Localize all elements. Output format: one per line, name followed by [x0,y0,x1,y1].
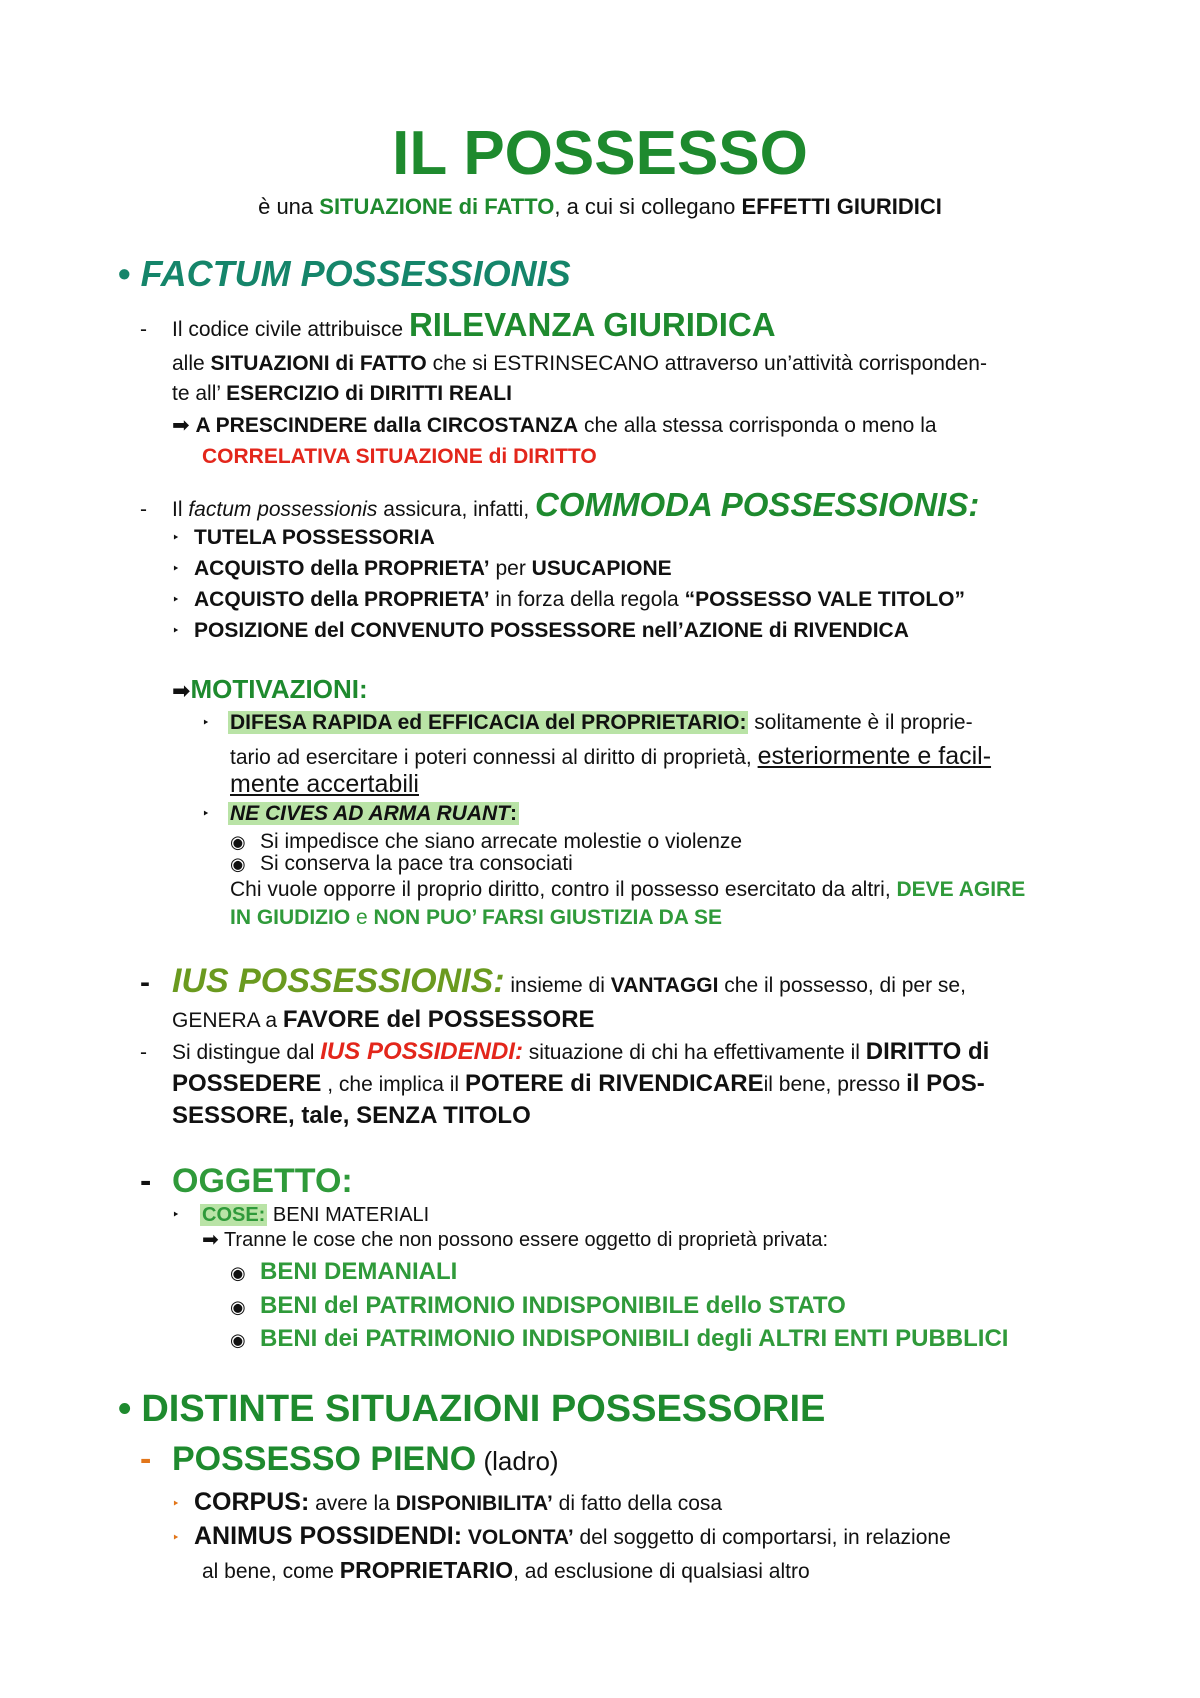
heading-text: IUS POSSESSIONIS: [172,962,505,1000]
section-ius [140,962,966,1001]
key-term: USUCAPIONE [531,557,672,580]
key-term: ACQUISTO della PROPRIETA’ [194,588,490,611]
highlighted-term: NE CIVES AD ARMA RUANT [230,802,511,825]
target-bullet-icon: ◉ [230,854,246,874]
list-item [230,1325,1008,1353]
key-term: CORRELATIVA SITUAZIONE di DIRITTO [202,445,597,468]
list-item [202,711,973,735]
text: che alla stessa corrisponda o meno la [578,414,937,437]
key-term: ANIMUS POSSIDENDI: [194,1522,463,1550]
text: di fatto della cosa [552,1492,723,1515]
underlined-term: mente accertabili [230,770,419,798]
highlighted-term: DIFESA RAPIDA ed EFFICACIA del PROPRIETARIO: [230,711,747,734]
list-item [230,1258,457,1286]
key-term: PROPRIETARIO [339,1557,514,1583]
text: , ad esclusione di qualsiasi altro [513,1560,810,1583]
key-term: BENI DEMANIALI [260,1258,458,1285]
key-term: BENI dei PATRIMONIO INDISPONIBILI degli ALTRI ENTI PUBBLICI [260,1325,1009,1352]
text: solitamente è il proprie- [748,711,973,734]
para-line [230,906,722,930]
list-item [202,802,519,826]
text: Il codice civile attribuisce [172,318,409,341]
underlined-term: esteriormente e facil- [757,742,992,770]
list-item [172,1522,951,1551]
dash-icon: - [140,498,147,521]
key-term: A PRESCINDERE dalla CIRCOSTANZA [195,414,579,437]
triangle-bullet-icon: ‣ [172,561,180,576]
key-term: IN GIUDIZIO [230,906,351,929]
para-line [230,878,1025,902]
arrow-icon: ➡ [172,414,190,437]
target-bullet-icon: ◉ [230,1297,246,1317]
key-term: VANTAGGI [610,974,719,997]
list-item [172,526,435,550]
highlighted-term: COSE: [202,1204,266,1226]
key-term: SITUAZIONI di FATTO [210,352,427,375]
text: alle [172,352,211,375]
text-italic: factum possessionis [188,498,378,521]
text: insieme di [504,974,611,997]
triangle-bullet-icon: ‣ [172,1207,180,1222]
dash-icon: - [140,1041,147,1064]
para-line [172,382,512,406]
list-item [172,1204,429,1227]
list-item [230,1292,846,1320]
heading-text: DISTINTE SITUAZIONI POSSESSORIE [141,1388,826,1430]
colon: : [510,802,518,825]
text: situazione di chi ha effettivamente il [522,1041,866,1064]
subtitle-key: EFFETTI GIURIDICI [741,194,942,219]
triangle-bullet-icon: ‣ [172,1496,180,1511]
text: (ladro) [476,1446,559,1476]
bullet-icon: • [118,253,131,294]
key-term: ESERCIZIO di DIRITTI REALI [226,382,512,405]
key-term: POSIZIONE del CONVENUTO POSSESSORE nell’AZIONE di RIVENDICA [194,619,909,642]
key-term: CORPUS: [194,1488,310,1516]
page-title: IL POSSESSO [392,119,808,188]
text: che il possesso, di per se, [718,974,966,997]
text: Si impedisce che siano arrecate molestie o violenze [260,830,743,853]
key-term: DIRITTO di [865,1038,990,1065]
para-line [172,1006,595,1034]
text: al bene, come [202,1560,340,1583]
text: te all’ [172,382,227,405]
subsection-possesso-pieno [140,1440,559,1479]
key-term: IUS POSSIDENDI: [320,1038,523,1065]
text: per [489,557,532,580]
text: BENI MATERIALI [267,1204,430,1226]
triangle-bullet-icon: ‣ [172,1530,180,1545]
target-bullet-icon: ◉ [230,832,246,852]
para-line [172,414,937,438]
key-term: FAVORE del POSSESSORE [282,1006,595,1033]
para-line [230,742,991,771]
dash-icon: - [140,966,150,999]
text: GENERA a [172,1009,283,1032]
text: Si distingue dal [172,1041,321,1064]
para-line [140,486,979,524]
text: Chi vuole opporre il proprio diritto, contro il possesso esercitato da altri, [230,878,897,901]
section-heading-factum [118,253,571,294]
text: e [350,906,374,929]
bullet-icon: • [118,1388,132,1430]
key-term: NON PUO’ FARSI GIUSTIZIA DA SE [373,906,723,929]
key-term: BENI del PATRIMONIO INDISPONIBILE dello STATO [260,1292,846,1319]
triangle-bullet-icon: ‣ [202,715,210,730]
heading-text: POSSESSO PIENO [172,1440,477,1478]
sub-item [230,852,573,876]
dash-icon: - [140,1440,152,1478]
triangle-bullet-icon: ‣ [202,806,210,821]
subtitle-text: , a cui si collegano [554,194,742,219]
sub-item [230,830,742,854]
arrow-icon: ➡ [202,1229,219,1251]
subtitle-key: SITUAZIONE di FATTO [319,194,555,219]
heading-text: OGGETTO: [172,1162,353,1200]
text: assicura, infatti, [377,498,535,521]
key-term: COMMODA POSSESSIONIS: [535,486,980,523]
section-oggetto [140,1162,353,1201]
text: in forza della regola [489,588,685,611]
dash-icon: - [140,1162,152,1200]
key-term: TUTELA POSSESSORIA [194,526,435,549]
key-term: ACQUISTO della PROPRIETA’ [194,557,490,580]
text: Il [172,498,189,521]
triangle-bullet-icon: ‣ [172,592,180,607]
section-heading-distinte [118,1388,825,1432]
subtitle-text: è una [258,194,320,219]
text: avere la [309,1492,396,1515]
key-term: il POS- [906,1070,985,1097]
list-item [172,588,965,612]
key-term: DISPONIBILITA’ [395,1492,553,1515]
arrow-icon: ➡ [172,678,191,703]
list-item [172,619,909,643]
triangle-bullet-icon: ‣ [172,623,180,638]
para-line [172,352,987,376]
list-item [172,557,672,581]
dash-icon: - [140,318,147,341]
text: Si conserva la pace tra consociati [260,852,573,875]
para-line [202,1229,828,1252]
subtitle [0,194,1200,219]
text: , che implica il [321,1073,465,1096]
key-term: RILEVANZA GIURIDICA [408,306,776,343]
target-bullet-icon: ◉ [230,1330,246,1350]
key-term: POSSEDERE [172,1070,322,1097]
para-line [202,1557,810,1584]
list-item [172,1488,722,1517]
target-bullet-icon: ◉ [230,1263,246,1283]
para-line [140,1038,989,1066]
key-term: DEVE AGIRE [896,878,1026,901]
heading-text: FACTUM POSSESSIONIS [140,253,571,294]
para-line [172,1070,985,1098]
text: del soggetto di comportarsi, in relazione [573,1526,951,1549]
text: Tranne le cose che non possono essere oggetto di proprietà privata: [218,1229,829,1251]
heading-text: MOTIVAZIONI: [190,674,368,704]
key-term: “POSSESSO VALE TITOLO” [684,588,966,611]
key-term: VOLONTA’ [462,1526,574,1549]
text: tario ad esercitare i poteri connessi al diritto di proprietà, [230,746,758,769]
key-term: POTERE di RIVENDICARE [464,1070,764,1097]
triangle-bullet-icon: ‣ [172,530,180,545]
motivazioni-heading [172,675,368,705]
text: il bene, presso [763,1073,907,1096]
para-line [140,306,776,344]
key-term: SESSORE, tale, SENZA TITOLO [172,1102,531,1129]
text: che si ESTRINSECANO attraverso un’attività corrisponden- [426,352,987,375]
